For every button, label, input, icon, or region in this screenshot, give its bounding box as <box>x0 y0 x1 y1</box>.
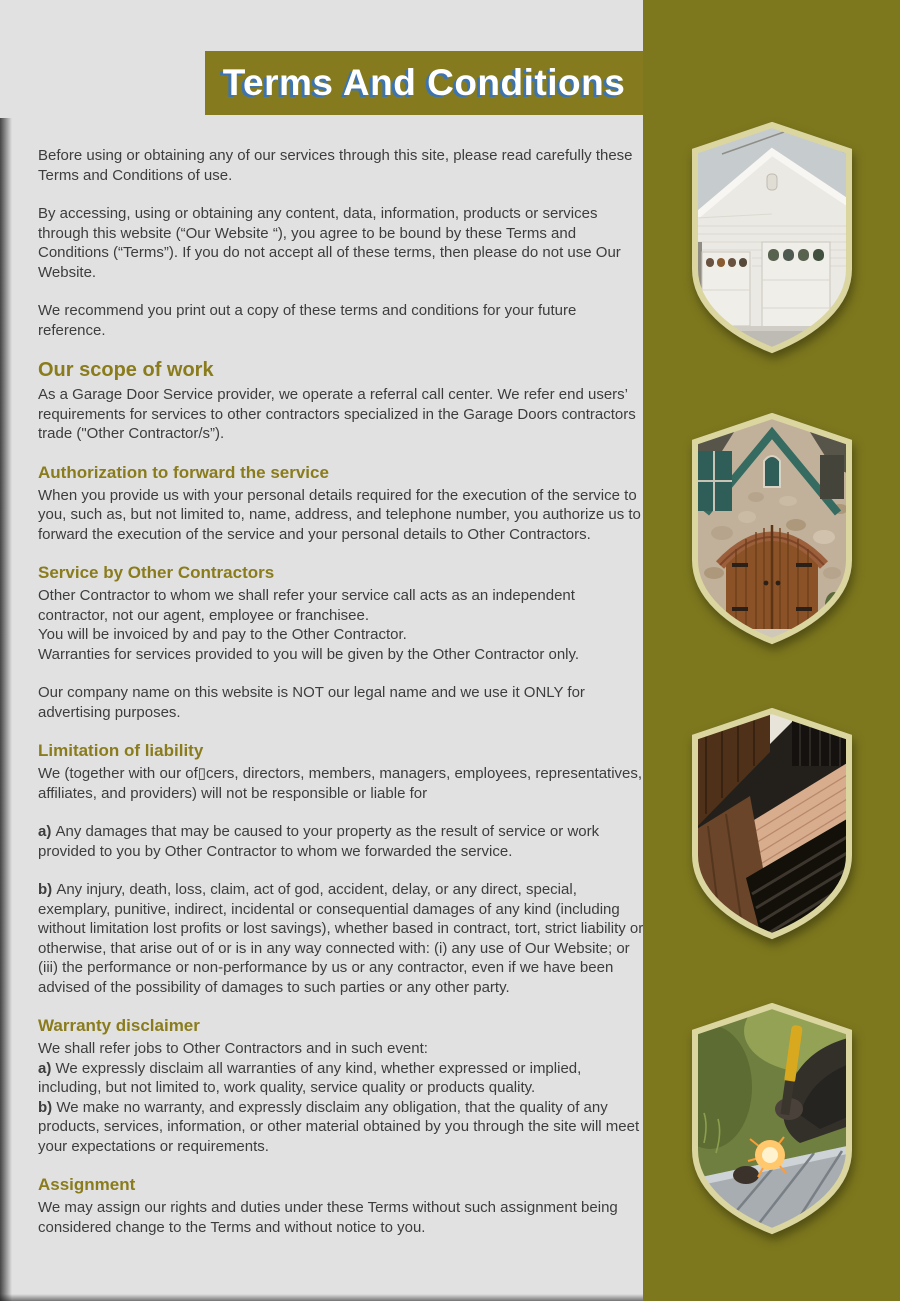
section-scope-of-work <box>38 359 644 444</box>
left-edge-shadow <box>0 118 12 1301</box>
section-limitation-of-liability <box>38 741 644 997</box>
paragraph: a) We expressly disclaim all warranties of any kind, whether expressed or implied, including, but not limited to, work quality, service quality or products quality. <box>38 1059 582 1096</box>
bottom-edge-shadow <box>0 1294 643 1301</box>
paragraph: We recommend you print out a copy of these terms and conditions for your future reference. <box>38 302 577 339</box>
paragraph: b) We make no warranty, and expressly disclaim any obligation, that the quality of any products, services, information, or other material obtained by you through the site will meet your expectations or requirements. <box>38 1098 640 1155</box>
section-heading-warranty-disclaimer: Warranty disclaimer <box>38 1016 200 1035</box>
title-banner <box>205 51 643 115</box>
paragraph: When you provide us with your personal details required for the execution of the service to you, such as, but not limited to, name, address, and telephone number, you authorize us to forward the execution of the service and your personal details to Other Contractors. <box>38 486 641 543</box>
sidebar-olive-column <box>643 0 900 1301</box>
white-double-garage-photo <box>692 122 852 354</box>
section-intro <box>38 146 644 340</box>
technician-welding-photo <box>692 1003 852 1235</box>
list-marker: a) <box>38 823 56 840</box>
list-marker: b) <box>38 881 57 898</box>
paragraph: By accessing, using or obtaining any content, data, information, products or services through this website (“Our Website “), you agree to be bound by these Terms and Conditions (“Terms”). If you do not accept all of these terms, then please do not use Our Website. <box>38 205 621 281</box>
section-heading-assignment: Assignment <box>38 1175 136 1194</box>
paragraph: Warranties for services provided to you will be given by the Other Contractor only. <box>38 645 580 663</box>
section-heading-service-by-other-contractors: Service by Other Contractors <box>38 563 275 582</box>
paragraph: You will be invoiced by and pay to the Other Contractor. <box>38 626 407 643</box>
shield-image-2 <box>692 413 852 645</box>
terms-content <box>38 146 644 1256</box>
section-heading-authorization-to-forward-the-service: Authorization to forward the service <box>38 462 329 482</box>
sidebar-photo-list <box>643 122 900 1235</box>
paragraph: Our company name on this website is NOT our legal name and we use it ONLY for advertising purposes. <box>38 684 585 721</box>
stone-house-wooden-door-photo <box>692 413 852 645</box>
shield-image-3 <box>692 708 852 940</box>
paragraph: We (together with our of▯cers, directors, members, managers, employees, representatives, affiliates, and providers) will not be responsible or liable for <box>38 765 643 802</box>
paragraph: Before using or obtaining any of our services through this site, please read carefully these Terms and Conditions of use. <box>38 147 633 184</box>
section-warranty-disclaimer <box>38 1016 644 1156</box>
shield-image-1 <box>692 122 852 354</box>
list-marker: b) <box>38 1098 57 1116</box>
modern-wood-garage-photo <box>692 708 852 940</box>
section-heading-limitation-of-liability: Limitation of liability <box>38 741 204 760</box>
shield-image-4 <box>692 1003 852 1235</box>
paragraph: We may assign our rights and duties under these Terms without such assignment being considered change to the Terms and without notice to you. <box>38 1199 618 1236</box>
paragraph: Other Contractor to whom we shall refer your service call acts as an independent contractor, not our agent, employee or franchisee. <box>38 587 575 624</box>
paragraph: b) Any injury, death, loss, claim, act of god, accident, delay, or any direct, special, exemplary, punitive, indirect, incidental or consequential damages of any kind (including without limitation lost profits or lost savings), whether based in contract, tort, strict liability or otherwise, that arise out of or is in any way connected with: (i) any use of Our Website; or (iii) the performance or non-performance by us or any contractor, even if we have been advised of the possibility of damages to such parties or any other party. <box>38 881 644 996</box>
paragraph: We shall refer jobs to Other Contractors and in such event: <box>38 1040 428 1057</box>
section-authorization-to-forward-the-service <box>38 463 644 545</box>
section-heading-scope-of-work: Our scope of work <box>38 359 214 381</box>
page-title: Terms And Conditions <box>222 62 626 103</box>
list-marker: a) <box>38 1059 56 1077</box>
section-assignment <box>38 1175 644 1237</box>
paragraph: As a Garage Door Service provider, we operate a referral call center. We refer end users’ requirements for services to other contractors specialized in the Garage Doors contractors trade ("Other Contractor/s”). <box>38 386 636 442</box>
section-service-by-other-contractors <box>38 563 644 722</box>
paragraph: a) Any damages that may be caused to your property as the result of service or work provided to you by Other Contractor to whom we forwarded the service. <box>38 823 600 860</box>
